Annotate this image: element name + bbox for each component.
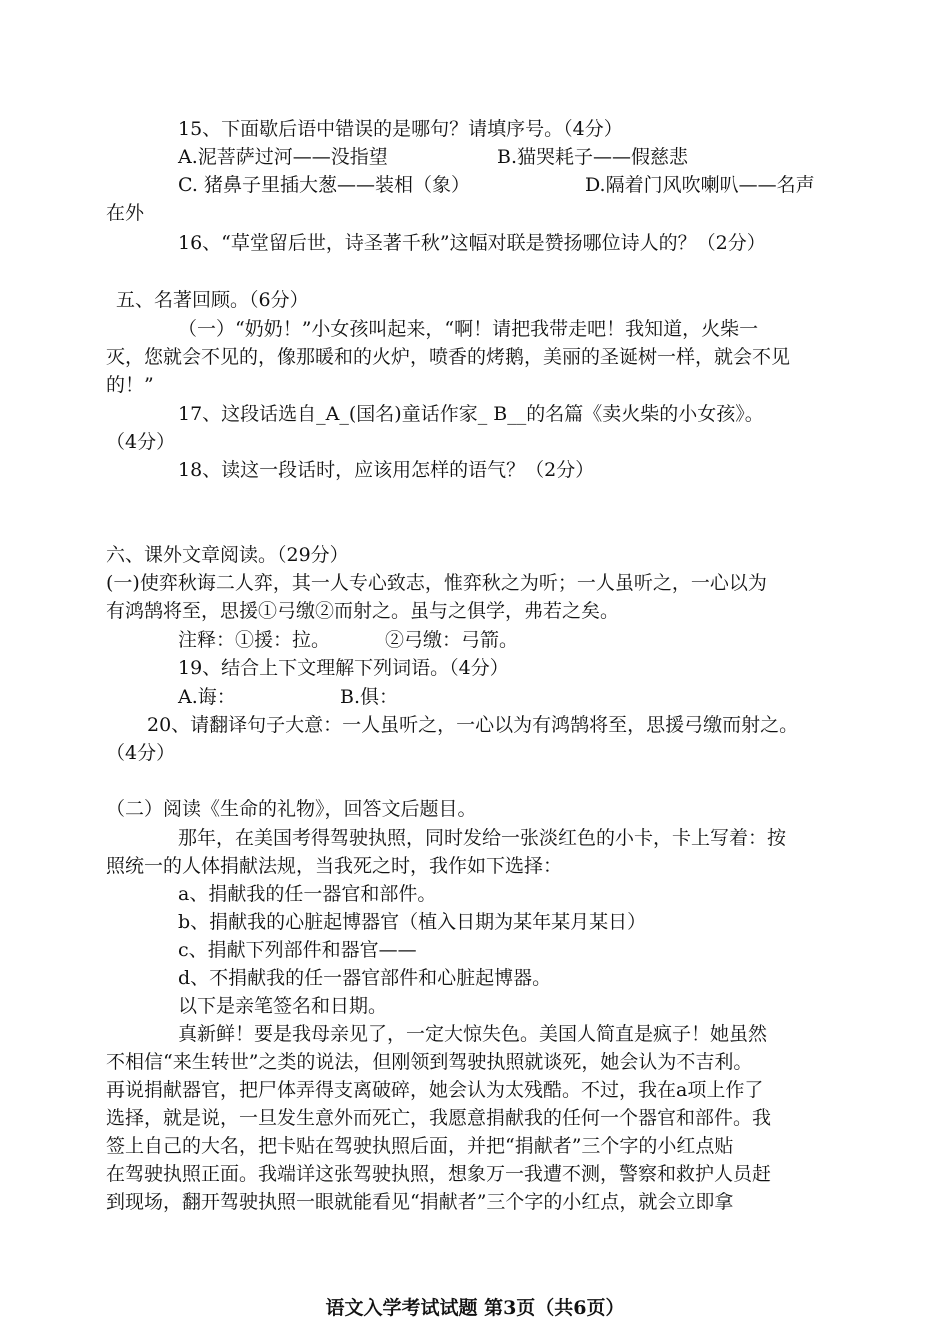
q16: 16、“草堂留后世，诗圣著千秋”这幅对联是赞扬哪位诗人的？（2分） [178,232,766,254]
q15-option-d-cont: 在外 [106,202,145,224]
article-line: 选择，就是说，一旦发生意外而死亡，我愿意捐献我的任何一个器官和部件。我 [106,1107,772,1129]
q15-option-a: A.泥菩萨过河——没指望 [178,146,388,168]
article-line: 到现场，翻开驾驶执照一眼就能看见“捐献者”三个字的小红点，就会立即拿 [106,1191,734,1213]
q15-option-d: D.隔着门风吹喇叭——名声 [585,174,815,196]
classical-text-line: 有鸿鹄将至，思援①弓缴②而射之。虽与之俱学，弗若之矣。 [106,600,620,622]
article-line: 签上自己的大名，把卡贴在驾驶执照后面，并把“捐献者”三个字的小红点贴 [106,1135,734,1157]
q17-score: （4分） [106,431,176,453]
q15-option-b: B.猫哭耗子——假慈悲 [497,146,689,168]
q19-b: B.俱： [340,686,399,708]
q17: 17、这段话选自_A_(国名)童话作家_ B__的名篇《卖火柴的小女孩》。 [178,403,764,425]
q15-option-c: C. 猪鼻子里插大葱——装相（象） [178,174,470,196]
article-line: 那年，在美国考得驾驶执照，同时发给一张淡红色的小卡，卡上写着：按 [178,827,787,849]
q19-a: A.诲： [178,686,236,708]
page-footer: 语文入学考试试题 第3页（共6页） [325,1297,625,1319]
article-line: 真新鲜！要是我母亲见了，一定大惊失色。美国人简直是疯子！她虽然 [178,1023,768,1045]
article-line: 不相信“来生转世”之类的说法，但刚领到驾驶执照就谈死，她会认为不吉利。 [106,1051,753,1073]
sec5-passage-line: （一）“奶奶！”小女孩叫起来，“啊！请把我带走吧！我知道，火柴一 [178,318,759,340]
q15-stem: 15、下面歇后语中错误的是哪句？请填序号。（4分） [178,118,623,140]
classical-text-line: (一)使弈秋诲二人弈，其一人专心致志，惟弈秋之为听；一人虽听之，一心以为 [106,572,767,594]
article-line: 以下是亲笔签名和日期。 [178,995,388,1017]
article-line: d、不捐献我的任一器官部件和心脏起博器。 [178,967,552,989]
article-line: 在驾驶执照正面。我端详这张驾驶执照，想象万一我遭不测，警察和救护人员赶 [106,1163,772,1185]
q18: 18、读这一段话时，应该用怎样的语气？（2分） [178,459,595,481]
q19: 19、结合上下文理解下列词语。（4分） [178,657,509,679]
note-2: ②弓缴：弓箭。 [385,629,519,651]
sec5-passage-line: 灭，您就会不见的，像那暖和的火炉，喷香的烤鹅，美丽的圣诞树一样，就会不见 [106,346,791,368]
article-line: a、捐献我的任一器官和部件。 [178,883,437,905]
sec5-passage-line: 的！” [106,374,154,396]
article-line: 照统一的人体捐献法规，当我死之时，我作如下选择： [106,855,563,877]
part2-title: （二）阅读《生命的礼物》，回答文后题目。 [106,798,477,820]
article-line: b、捐献我的心脏起博器官（植入日期为某年某月某日） [178,911,647,933]
section5-title: 五、名著回顾。（6分） [116,289,309,311]
article-line: 再说捐献器官，把尸体弄得支离破碎，她会认为太残酷。不过，我在a项上作了 [106,1079,764,1101]
q20: 20、请翻译句子大意：一人虽听之，一心以为有鸿鹄将至，思援弓缴而射之。 [147,714,799,736]
note-1: 注释：①援：拉。 [178,629,331,651]
q20-score: （4分） [106,742,176,764]
section6-title: 六、课外文章阅读。（29分） [106,544,349,566]
article-line: c、捐献下列部件和器官—— [178,939,417,961]
